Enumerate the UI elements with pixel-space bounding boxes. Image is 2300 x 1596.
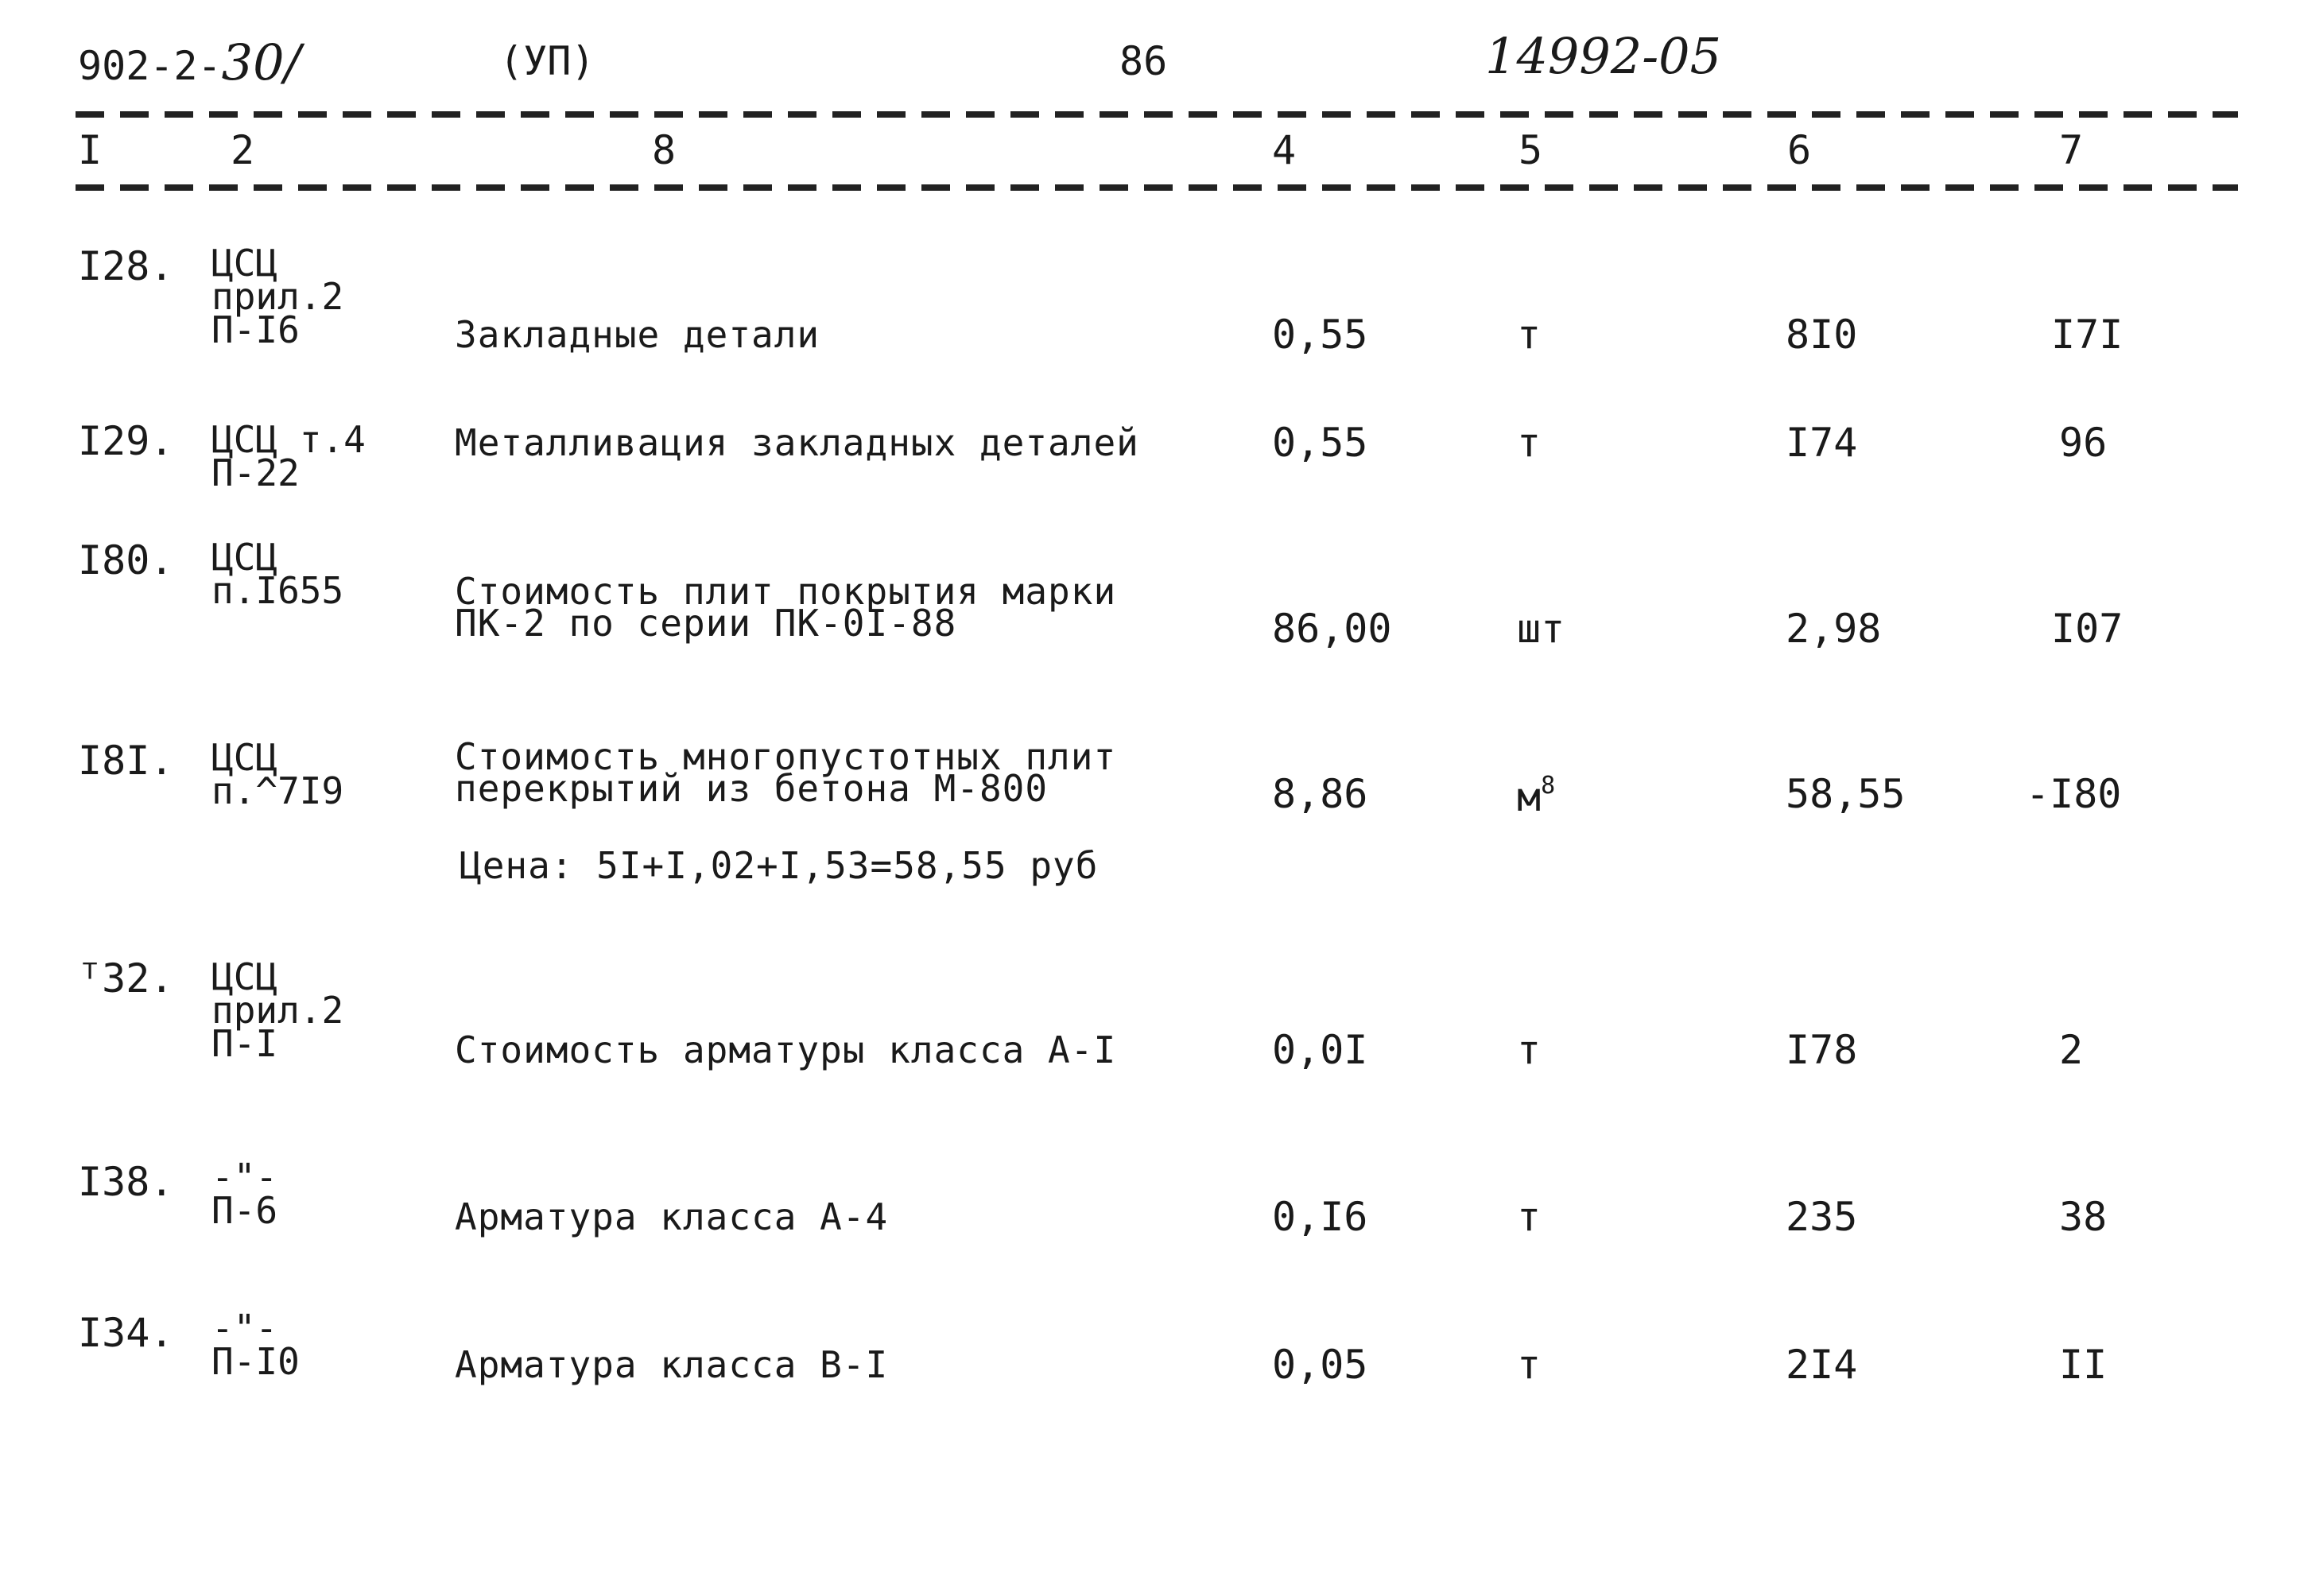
row-code-line: п.I655 [211,569,344,612]
row-description-line: Стоимость многопустотных плит [455,735,1117,778]
row-code-line: П-I [211,1022,278,1065]
row-code-line: ЦСЦ [211,536,278,579]
row-number: ᵀ32. [78,955,174,1001]
row-description-line: ПК-2 по серии ПК-0I-88 [455,602,957,645]
row-code [211,1156,278,1232]
row-quantity: 0,05 [1272,1342,1368,1388]
row-unit-superscript: 8 [1541,772,1556,800]
row-description: Арматура класса В-I [455,1343,889,1386]
col-header-5: 5 [1518,127,1543,173]
row-description [455,570,1117,645]
col-header-1: I [78,127,103,173]
row-total: -I80 [2026,771,2122,817]
row-quantity: 86,00 [1272,606,1392,652]
row-price: I74 [1786,420,1858,466]
row-quantity: 0,0I [1272,1027,1368,1073]
row-unit: т [1517,1194,1542,1240]
row-total: I7I [2051,312,2124,358]
row-price: 58,55 [1786,771,1906,817]
row-code [211,955,344,1065]
row-code-line: П-22 [211,451,300,494]
row-total: I07 [2051,606,2124,652]
row-unit: шт [1517,606,1565,652]
row-quantity: 0,I6 [1272,1194,1368,1240]
row-quantity: 0,55 [1272,420,1368,466]
row-unit: т [1517,1027,1542,1073]
row-code [211,418,366,494]
row-unit-base: м [1517,774,1542,820]
row-code-line: прил.2 [211,275,344,318]
row-code-line: П-6 [211,1189,278,1232]
row-code-line: ЦСЦ [211,955,278,998]
row-code [211,242,344,351]
row-total: 96 [2059,420,2108,466]
row-code-line: ЦСЦ [211,242,278,285]
row-quantity: 0,55 [1272,312,1368,358]
row-number: I28. [78,243,174,289]
doc-code [78,33,301,91]
row-quantity: 8,86 [1272,771,1368,817]
row-description: Закладные детали [455,313,820,356]
row-description-line: Стоимость плит покрытия марки [455,570,1117,613]
row-code [211,536,344,612]
col-header-7: 7 [2059,127,2084,173]
col-header-2: 2 [231,127,255,173]
row-code [211,1307,300,1383]
doc-code-handwritten: 30/ [221,33,301,91]
row-number: I8I. [78,738,174,784]
row-unit: т [1517,312,1542,358]
row-code-line: -"- [211,1307,278,1350]
row-number: I38. [78,1159,174,1205]
row-price: 235 [1786,1194,1858,1240]
section-label: (УП) [499,38,595,84]
row-unit: т [1517,1342,1542,1388]
row-code-line: п.^7I9 [211,769,344,812]
row-price: I78 [1786,1027,1858,1073]
row-description: Стоимость арматуры класса А-I [455,1028,1117,1071]
row-code-line: -"- [211,1156,278,1199]
row-description: Арматура класса А-4 [455,1195,889,1238]
row-price: 8I0 [1786,312,1858,358]
ref-number-handwritten: 14992-05 [1485,27,1722,85]
row-unit: т [1517,420,1542,466]
row-number: I80. [78,537,174,583]
row-number: I29. [78,418,174,464]
row-number: I34. [78,1310,174,1356]
row-code-line: П-I0 [211,1340,300,1383]
row-code-line: ЦСЦ т.4 [211,418,366,461]
header-bottom-rule [76,184,2238,191]
row-description-line: перекрытий из бетона М-800 [455,767,1049,810]
col-header-4: 4 [1272,127,1297,173]
doc-code-printed: 902-2- [78,43,222,89]
col-header-3: 8 [652,127,677,173]
row-price: 2I4 [1786,1342,1858,1388]
row-unit [1517,772,1556,820]
row-total: II [2059,1342,2108,1388]
page-number: 86 [1119,38,1168,84]
col-header-6: 6 [1787,127,1812,173]
row-price-note: Цена: 5I+I,02+I,53=58,55 руб [460,844,1099,887]
row-description [455,735,1117,810]
header-top-rule [76,111,2238,118]
row-code-line: ЦСЦ [211,736,278,779]
row-code-line: прил.2 [211,989,344,1032]
row-price: 2,98 [1786,606,1882,652]
row-code-line: П-I6 [211,308,300,351]
row-code [211,736,344,812]
row-total: 2 [2059,1027,2084,1073]
row-description: Металливация закладных деталей [455,421,1139,464]
row-total: 38 [2059,1194,2108,1240]
